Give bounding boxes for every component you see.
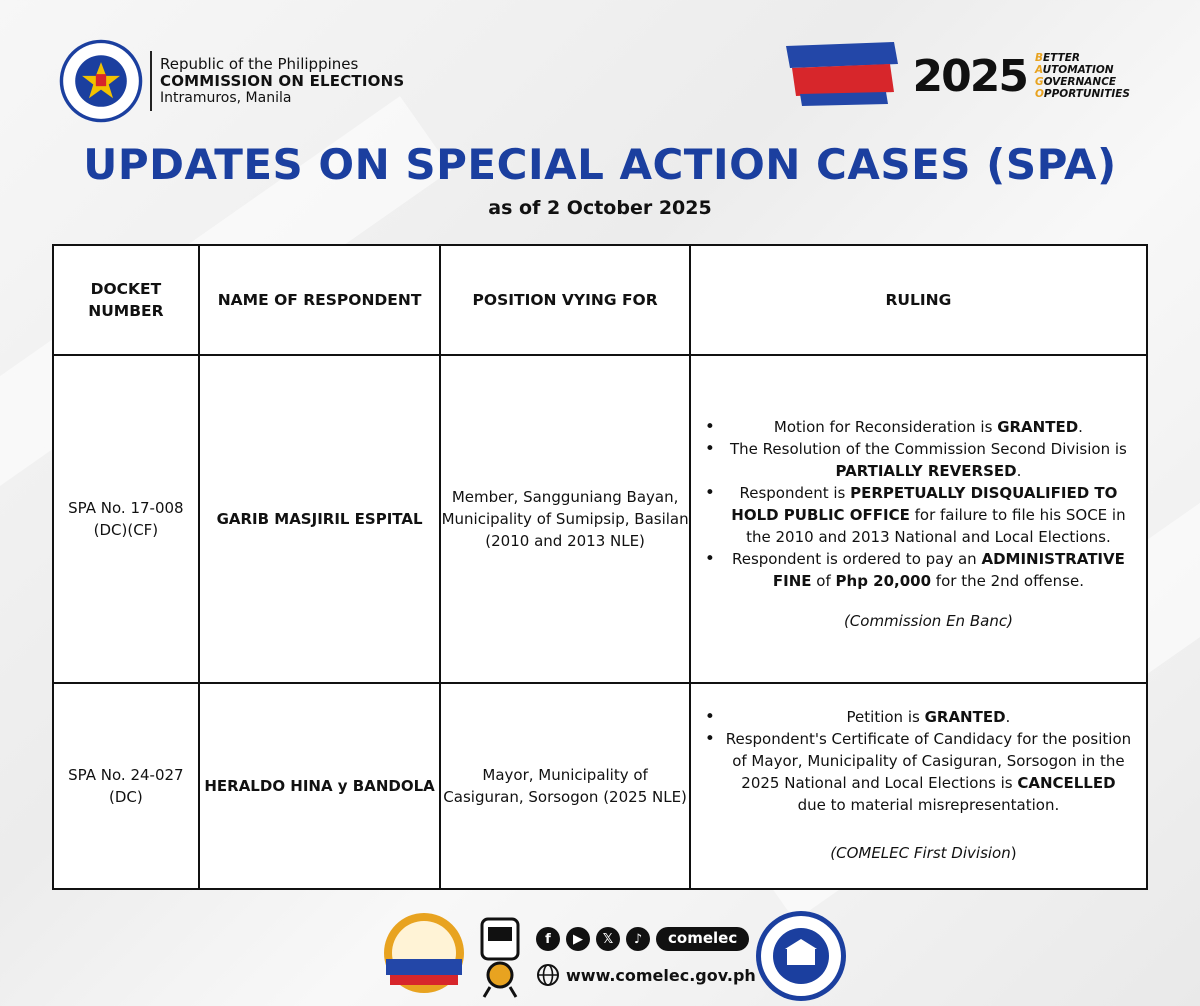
globe-icon — [536, 963, 560, 987]
ruling-division — [703, 842, 1132, 864]
ruling-emphasis: PARTIALLY REVERSED — [835, 462, 1017, 480]
ruling-text: Motion for Reconsideration is — [773, 418, 998, 436]
acronym-letter: O — [1034, 88, 1044, 100]
mascot-icon — [470, 913, 530, 999]
makabagong-halalan-logo — [782, 40, 902, 112]
acronym-letter: A — [1034, 64, 1043, 76]
footer — [0, 905, 1200, 1006]
table-header-row — [53, 245, 1147, 355]
docket-cell: SPA No. 17-008 (DC)(CF) — [53, 355, 199, 683]
docket-cell: SPA No. 24-027 (DC) — [53, 683, 199, 889]
ruling-text: . — [1016, 462, 1022, 480]
ruling-item — [703, 728, 1132, 816]
makabagong-halalan-badge-logo — [380, 909, 468, 1001]
table-row — [53, 355, 1147, 683]
comelec-spokesperson-seal-logo — [754, 909, 848, 1003]
acronym-word: UTOMATION — [1042, 64, 1114, 76]
ruling-emphasis: Php 20,000 — [835, 572, 932, 590]
agency-address: Intramuros, Manila — [160, 90, 292, 107]
table-row — [53, 683, 1147, 889]
ruling-text: Respondent's Certificate of Candidacy for the position of Mayor, Municipality of Casiguran, Sorsogon in the 2025 National and Local Elections is — [725, 730, 1132, 792]
youtube-icon[interactable]: ▶ — [566, 927, 590, 951]
comelec-seal-logo — [58, 38, 144, 124]
facebook-icon[interactable]: f — [536, 927, 560, 951]
agency-name: COMMISSION ON ELECTIONS — [160, 71, 405, 90]
year-logo-text: 2025 — [912, 50, 1027, 102]
ruling-text: . — [1005, 708, 1011, 726]
respondent-cell: HERALDO HINA y BANDOLA — [199, 683, 441, 889]
acronym-word: ETTER — [1042, 52, 1080, 64]
respondent-cell: GARIB MASJIRIL ESPITAL — [199, 355, 441, 683]
ruling-division: (Commission En Banc) — [843, 612, 1013, 630]
ruling-division-text: (COMELEC First Division — [830, 844, 1011, 862]
acronym-word: PPORTUNITIES — [1043, 88, 1130, 100]
tiktok-icon[interactable]: ♪ — [626, 927, 650, 951]
ruling-cell — [690, 683, 1147, 889]
page-subtitle: as of 2 October 2025 — [488, 197, 712, 219]
ruling-item — [703, 416, 1132, 438]
position-cell: Mayor, Municipality of Casiguran, Sorsogon (2025 NLE) — [440, 683, 690, 889]
campaign-header — [782, 40, 1130, 112]
ruling-emphasis: ADMINISTRATIVE FINE — [772, 550, 1125, 590]
ruling-item — [703, 438, 1132, 482]
ruling-cell — [690, 355, 1147, 683]
social-handle[interactable]: comelec — [656, 927, 749, 951]
agency-header — [58, 38, 404, 124]
header-divider — [150, 51, 152, 111]
header-ruling: RULING — [690, 245, 1147, 355]
ruling-emphasis: GRANTED — [924, 708, 1006, 726]
ruling-text: . — [1078, 418, 1083, 436]
ruling-text: for the 2nd offense. — [931, 572, 1084, 590]
acronym-block — [1035, 52, 1130, 100]
cases-table — [52, 244, 1148, 890]
website-link[interactable] — [536, 963, 756, 987]
page-title: UPDATES ON SPECIAL ACTION CASES (SPA) — [83, 140, 1117, 189]
ruling-item — [703, 548, 1132, 592]
ruling-text: for failure to file his SOCE in the 2010 and 2013 National and Local Elections. — [746, 506, 1126, 546]
ruling-emphasis: PERPETUALLY DISQUALIFIED TO HOLD PUBLIC OFFICE — [731, 484, 1118, 524]
acronym-letter: B — [1034, 52, 1043, 64]
ruling-text: due to material misrepresentation. — [797, 796, 1060, 814]
ruling-emphasis: GRANTED — [997, 418, 1079, 436]
ruling-division-paren: ) — [1010, 844, 1017, 862]
header-docket: DOCKET NUMBER — [53, 245, 199, 355]
position-cell: Member, Sangguniang Bayan, Municipality of Sumipsip, Basilan (2010 and 2013 NLE) — [440, 355, 690, 683]
ruling-text: Respondent is ordered to pay an — [731, 550, 982, 568]
acronym-letter: G — [1034, 76, 1044, 88]
ruling-item — [703, 482, 1132, 548]
ruling-text: Petition is — [846, 708, 925, 726]
ruling-emphasis: CANCELLED — [1017, 774, 1116, 792]
ruling-text: The Resolution of the Commission Second Division is — [729, 440, 1127, 458]
agency-country: Republic of the Philippines — [160, 54, 359, 73]
header-name: NAME OF RESPONDENT — [199, 245, 441, 355]
ruling-item — [703, 706, 1132, 728]
social-links — [536, 927, 749, 951]
ruling-text: Respondent is — [739, 484, 851, 502]
ruling-text: of — [811, 572, 836, 590]
header-position: POSITION VYING FOR — [440, 245, 690, 355]
x-icon[interactable]: 𝕏 — [596, 927, 620, 951]
website-url[interactable]: www.comelec.gov.ph — [566, 965, 756, 985]
acronym-word: OVERNANCE — [1043, 76, 1117, 88]
